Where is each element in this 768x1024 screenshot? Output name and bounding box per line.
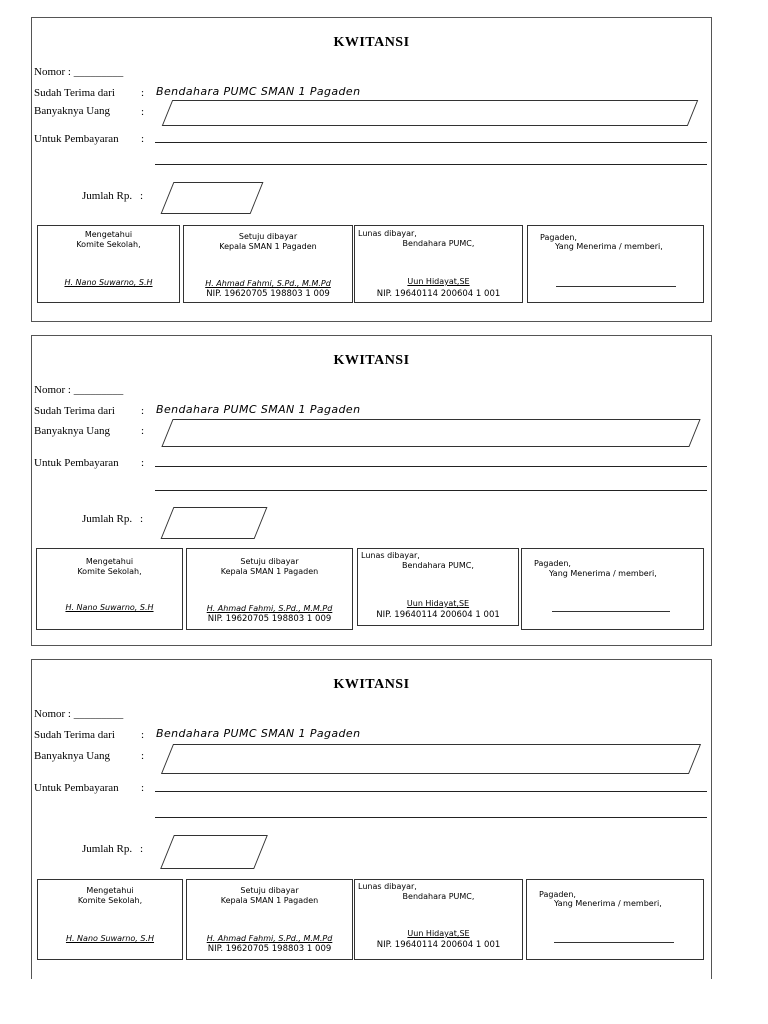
banyaknya-uang-field[interactable] [162, 100, 699, 126]
sig-box-komite [36, 548, 183, 630]
banyaknya-uang-field[interactable] [161, 419, 700, 447]
sig-box-kepala [186, 879, 353, 960]
receipt-title: KWITANSI [333, 353, 410, 368]
sudah-terima-label: Sudah Terima dari [34, 87, 115, 99]
bendahara-name: Uun Hidayat,SE [406, 599, 470, 608]
penerima-signature-line[interactable] [552, 611, 670, 612]
sig-box-kepala [186, 548, 353, 630]
sig-box-bendahara [357, 548, 519, 626]
setuju-text: Setuju dibayar [238, 232, 298, 241]
bendahara-nip: NIP. 19640114 200604 1 001 [376, 289, 501, 299]
sudah-terima-value: Bendahara PUMC SMAN 1 Pagaden [156, 85, 361, 98]
komite-name: H. Nano Suwarno, S.H [65, 603, 154, 612]
jumlah-label: Jumlah Rp. [82, 843, 133, 855]
receipt-3 [31, 659, 712, 979]
receipt-2 [31, 335, 712, 646]
colon: : [141, 133, 145, 145]
komite-text: Komite Sekolah, [76, 240, 141, 249]
untuk-pembayaran-line-1[interactable] [155, 142, 707, 143]
komite-text: Komite Sekolah, [77, 567, 142, 576]
untuk-pembayaran-label: Untuk Pembayaran [34, 457, 119, 469]
penerima-signature-line[interactable] [556, 286, 676, 287]
untuk-pembayaran-label: Untuk Pembayaran [34, 782, 119, 794]
colon: : [141, 750, 145, 762]
colon: : [141, 405, 145, 417]
untuk-pembayaran-label: Untuk Pembayaran [34, 133, 119, 145]
penerima-signature-line[interactable] [554, 942, 674, 943]
jumlah-label: Jumlah Rp. [82, 513, 133, 525]
kepala-nip: NIP. 19620705 198803 1 009 [207, 614, 332, 624]
pagaden-text: Pagaden, [539, 890, 576, 899]
sudah-terima-label: Sudah Terima dari [34, 405, 115, 417]
bendahara-text: Bendahara PUMC, [402, 239, 475, 248]
menerima-text: Yang Menerima / memberi, [549, 569, 657, 578]
colon: : [141, 457, 145, 469]
banyaknya-uang-label: Banyaknya Uang [34, 105, 111, 117]
menerima-text: Yang Menerima / memberi, [554, 899, 662, 908]
bendahara-name: Uun Hidayat,SE [407, 929, 470, 938]
untuk-pembayaran-line-2[interactable] [155, 164, 707, 165]
nomor-label: Nomor : _________ [34, 66, 124, 78]
colon: : [141, 106, 145, 118]
kepala-name: H. Ahmad Fahmi, S.Pd., M.M.Pd [206, 934, 333, 943]
sudah-terima-value: Bendahara PUMC SMAN 1 Pagaden [156, 403, 361, 416]
sig-box-penerima [526, 879, 704, 960]
colon: : [141, 425, 145, 437]
untuk-pembayaran-line-1[interactable] [155, 791, 707, 792]
bendahara-nip: NIP. 19640114 200604 1 001 [376, 940, 501, 950]
komite-text: Komite Sekolah, [77, 896, 143, 905]
kepala-name: H. Ahmad Fahmi, S.Pd., M.M.Pd [206, 604, 333, 613]
untuk-pembayaran-line-1[interactable] [155, 466, 707, 467]
kepala-nip: NIP. 19620705 198803 1 009 [207, 944, 332, 954]
bendahara-text: Bendahara PUMC, [402, 561, 474, 570]
colon: : [140, 190, 144, 202]
nomor-label: Nomor : _________ [34, 708, 124, 720]
mengetahui-text: Mengetahui [86, 886, 134, 895]
menerima-text: Yang Menerima / memberi, [555, 242, 663, 251]
pagaden-text: Pagaden, [534, 559, 571, 568]
receipt-title: KWITANSI [333, 677, 410, 692]
setuju-text: Setuju dibayar [240, 557, 299, 566]
lunas-text: Lunas dibayar, [361, 551, 420, 560]
jumlah-label: Jumlah Rp. [82, 190, 133, 202]
bendahara-name: Uun Hidayat,SE [407, 277, 470, 286]
jumlah-field[interactable] [160, 835, 268, 869]
komite-name: H. Nano Suwarno, S.H [65, 934, 155, 943]
colon: : [140, 513, 144, 525]
kepala-nip: NIP. 19620705 198803 1 009 [206, 289, 330, 299]
colon: : [141, 729, 145, 741]
lunas-text: Lunas dibayar, [358, 882, 417, 891]
kepala-text: Kepala SMAN 1 Pagaden [219, 242, 317, 251]
sig-box-bendahara [354, 225, 523, 303]
jumlah-field[interactable] [161, 507, 268, 539]
kepala-text: Kepala SMAN 1 Pagaden [220, 567, 319, 576]
sig-box-komite [37, 225, 180, 303]
mengetahui-text: Mengetahui [84, 230, 133, 239]
banyaknya-uang-field[interactable] [161, 744, 701, 774]
receipt-title: KWITANSI [333, 35, 410, 50]
sig-box-penerima [521, 548, 704, 630]
mengetahui-text: Mengetahui [85, 557, 134, 566]
kepala-name: H. Ahmad Fahmi, S.Pd., M.M.Pd [205, 279, 331, 288]
sig-box-kepala [183, 225, 353, 303]
receipt-1 [31, 17, 712, 322]
sig-box-penerima [527, 225, 704, 303]
sig-box-bendahara [354, 879, 523, 960]
kepala-text: Kepala SMAN 1 Pagaden [220, 896, 319, 905]
colon: : [140, 843, 144, 855]
untuk-pembayaran-line-2[interactable] [155, 490, 707, 491]
bendahara-text: Bendahara PUMC, [402, 892, 475, 901]
sudah-terima-value: Bendahara PUMC SMAN 1 Pagaden [156, 727, 361, 740]
banyaknya-uang-label: Banyaknya Uang [34, 750, 111, 762]
komite-name: H. Nano Suwarno, S.H [64, 278, 153, 287]
jumlah-field[interactable] [161, 182, 264, 214]
banyaknya-uang-label: Banyaknya Uang [34, 425, 111, 437]
nomor-label: Nomor : _________ [34, 384, 124, 396]
pagaden-text: Pagaden, [540, 233, 577, 242]
sig-box-komite [37, 879, 183, 960]
sudah-terima-label: Sudah Terima dari [34, 729, 115, 741]
untuk-pembayaran-line-2[interactable] [155, 817, 707, 818]
colon: : [141, 782, 145, 794]
lunas-text: Lunas dibayar, [358, 229, 417, 238]
setuju-text: Setuju dibayar [240, 886, 299, 895]
bendahara-nip: NIP. 19640114 200604 1 001 [376, 610, 500, 620]
colon: : [141, 87, 145, 99]
